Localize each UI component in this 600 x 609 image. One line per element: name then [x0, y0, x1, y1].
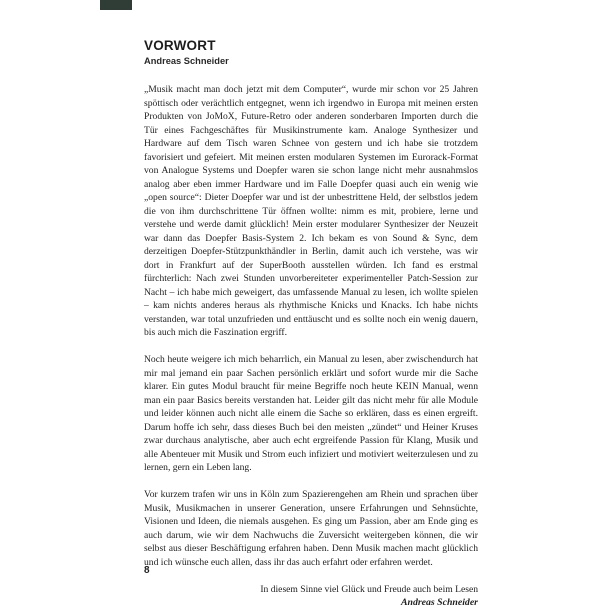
- closing-line: In diesem Sinne viel Glück und Freude auch beim Lesen: [260, 583, 478, 595]
- page-number: 8: [144, 565, 150, 576]
- body-text: [144, 83, 478, 569]
- page-content: [144, 38, 478, 609]
- corner-color-tab: [100, 0, 132, 10]
- page-title: VORWORT: [144, 38, 216, 53]
- paragraph-1: „Musik macht man doch jetzt mit dem Computer“, wurde mir schon vor 25 Jahren spöttisch oder verächtlich entgegnet, wenn ich irgendwo in Europa mit meinen ersten Produkten von JoMoX, Future-Retro oder anderen sonderbaren Importen durch die Tür eines Fachgeschäftes für Musikinstrumente kam. Analoge Synthesizer und Hardware auf dem Tisch waren Schnee von gestern und ich habe sie trotzdem favorisiert und gefeiert. Mit meinen ersten modularen Systemen im Eurorack-Format von Analogue Systems und Doepfer waren sie schon lange nicht mehr ausnahmslos analog aber eben immer Hardware und im Falle Doepfer quasi auch ein wenig wie „open source“: Dieter Doepfer war und ist der unbestrittene Held, der selbstlos jedem die von ihm durchschrittene Tür öffnen wollte: nimm es mit, probiere, lerne und verstehe und werde damit glücklich! Mein erster modularer Synthesizer der Neuzeit war dann das Doepfer Basis-System 2. Ich bekam es von Sound & Sync, dem derzeitigen Doepfer-Stützpunkthändler in Berlin, damit auch ich verstehe, was wir dort in Frankfurt auf der SuperBooth ausstellen würden. Ich fand es erstmal fürchterlich: Nach zwei Stunden unvorbereiteter experimenteller Patch-Session zur Nacht – ich habe mich geweigert, das umfassende Manual zu lesen, ich wollte spielen – kam nichts anderes heraus als rhythmische Knicks und Knacks. Ich habe nichts verstanden, war total unzufrieden und enttäuscht und es sollte noch ein wenig dauern, bis auch mich die Faszination ergriff.: [144, 84, 478, 338]
- author-name: Andreas Schneider: [144, 56, 229, 66]
- paragraph-3: Vor kurzem trafen wir uns in Köln zum Spazierengehen am Rhein und sprachen über Musik, Musikmachen in unserer Generation, unsere Erfahrungen und Sehnsüchte, Visionen und Ideen, die niemals ausgehen. Es ging um Passion, aber am Ende ging es auch darum, wie wir dem Nachwuchs die Zuversicht weitergeben können, die wir selbst aus dieser Beschäftigung erfahren haben. Denn Musik machen macht glücklich und ich wünsche euch allen, dass ihr das auch erfahrt oder erfahren werdet.: [144, 489, 478, 568]
- signature: Andreas Schneider: [400, 597, 478, 608]
- paragraph-2: Noch heute weigere ich mich beharrlich, ein Manual zu lesen, aber zwischendurch hat mir mal jemand ein paar Sachen persönlich erklärt und sofort wurde mir die Sache klarer. Ein gutes Modul braucht für meine Begriffe noch heute KEIN Manual, wenn man ein paar Basics bereits verstanden hat. Leider gilt das nicht mehr für alle Module und leider können auch nicht alle einem die Sache so erklären, dass es einen ergreift. Darum hoffe ich sehr, dass dieses Buch bei den meisten „zündet“ und Heiner Kruses zwar durchaus analytische, aber auch echt ergreifende Passion für Klang, Musik und alle Abenteuer mit Musik und Strom euch infiziert und motiviert weiterzulesen und zu lernen, gern ein Leben lang.: [144, 354, 478, 473]
